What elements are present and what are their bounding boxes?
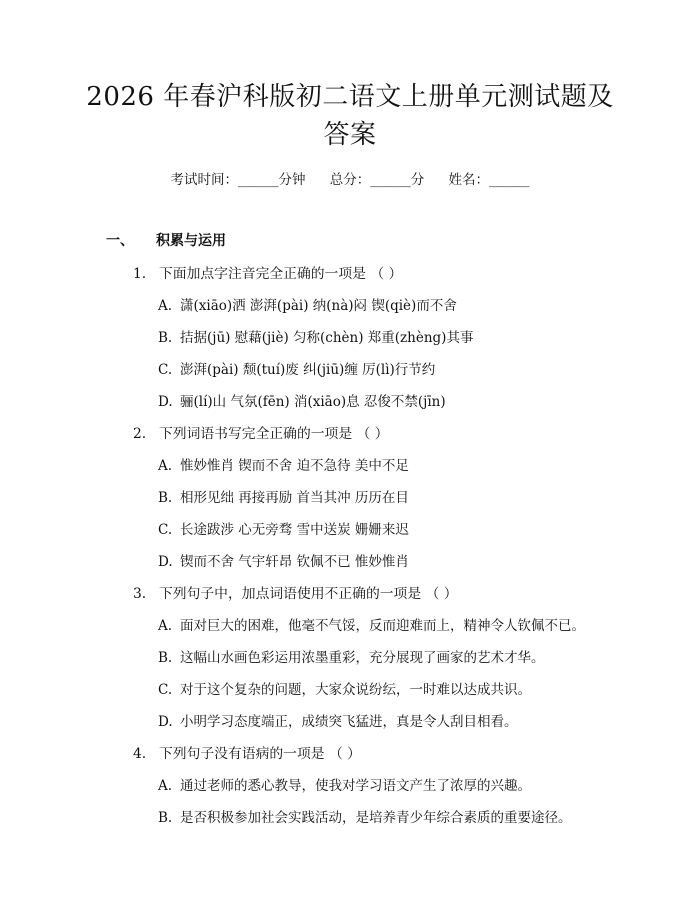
option-label: C. [158, 522, 173, 538]
exam-meta [0, 168, 700, 188]
question-3-option-a [158, 614, 585, 634]
section-heading [106, 230, 226, 250]
question-1-option-c [158, 358, 435, 378]
question-1 [133, 262, 402, 282]
question-2 [133, 422, 389, 442]
option-label: D. [158, 394, 173, 410]
option-label: C. [158, 682, 173, 698]
question-number: 2. [133, 426, 147, 442]
exam-score: 总分：______分 [329, 172, 425, 188]
question-4-option-b [158, 806, 572, 826]
question-2-option-c [158, 518, 409, 538]
question-2-option-d [158, 550, 409, 570]
exam-name: 姓名：______ [448, 172, 530, 188]
question-3-option-d [158, 710, 518, 730]
option-text: 小明学习态度端正，成绩突飞猛进，真是令人刮目相看。 [180, 714, 518, 730]
question-3-option-c [158, 678, 531, 698]
option-text: 骊(lí)山 气氛(fēn) 消(xiāo)息 忍俊不禁(jīn) [180, 394, 446, 410]
option-text: 惟妙惟肖 锲而不舍 迫不急待 美中不足 [180, 458, 409, 474]
section-number: 一、 [106, 233, 134, 249]
question-2-option-b [158, 486, 409, 506]
option-text: 长途跋涉 心无旁骛 雪中送炭 姗姗来迟 [180, 522, 409, 538]
question-1-option-d [158, 390, 446, 410]
option-text: 相形见绌 再接再励 首当其冲 历历在目 [180, 490, 409, 506]
option-text: 对于这个复杂的问题，大家众说纷纭，一时难以达成共识。 [180, 682, 531, 698]
option-label: C. [158, 362, 173, 378]
option-text: 面对巨大的困难，他毫不气馁，反而迎难而上，精神令人钦佩不已。 [180, 618, 585, 634]
option-label: A. [158, 618, 173, 634]
question-text: 下面加点字注音完全正确的一项是 （ ） [159, 266, 403, 282]
option-label: A. [158, 778, 173, 794]
title-line-2: 答案 [323, 120, 377, 150]
option-label: B. [158, 490, 173, 506]
section-title: 积累与运用 [156, 233, 226, 249]
option-label: B. [158, 810, 173, 826]
option-text: 是否积极参加社会实践活动，是培养青少年综合素质的重要途径。 [180, 810, 572, 826]
question-3 [133, 582, 458, 602]
option-label: A. [158, 298, 173, 314]
page-title [60, 78, 640, 154]
option-label: A. [158, 458, 173, 474]
question-3-option-b [158, 646, 545, 666]
question-number: 1. [133, 266, 147, 282]
question-2-option-a [158, 454, 409, 474]
question-text: 下列句子中，加点词语使用不正确的一项是 （ ） [159, 586, 458, 602]
question-text: 下列句子没有语病的一项是 （ ） [159, 746, 361, 762]
title-line-1: 2026 年春沪科版初二语文上册单元测试题及 [86, 82, 614, 112]
question-1-option-a [158, 294, 457, 314]
question-number: 3. [133, 586, 147, 602]
option-label: B. [158, 650, 173, 666]
option-text: 锲而不舍 气宇轩昂 钦佩不已 惟妙惟肖 [180, 554, 409, 570]
option-label: B. [158, 330, 173, 346]
question-number: 4. [133, 746, 147, 762]
question-4 [133, 742, 361, 762]
option-label: D. [158, 554, 173, 570]
option-text: 潇(xiāo)洒 澎湃(pài) 纳(nà)闷 锲(qiè)而不舍 [180, 298, 457, 314]
question-1-option-b [158, 326, 473, 346]
option-text: 拮据(jū) 慰藉(jiè) 匀称(chèn) 郑重(zhèng)其事 [180, 330, 474, 346]
question-text: 下列词语书写完全正确的一项是 （ ） [159, 426, 389, 442]
option-text: 通过老师的悉心教导，使我对学习语文产生了浓厚的兴趣。 [180, 778, 531, 794]
option-text: 这幅山水画色彩运用浓墨重彩，充分展现了画家的艺术才华。 [180, 650, 545, 666]
option-label: D. [158, 714, 173, 730]
exam-time: 考试时间：______分钟 [170, 172, 306, 188]
option-text: 澎湃(pài) 颓(tuí)废 纠(jiū)缠 厉(lì)行节约 [180, 362, 436, 378]
question-4-option-a [158, 774, 531, 794]
